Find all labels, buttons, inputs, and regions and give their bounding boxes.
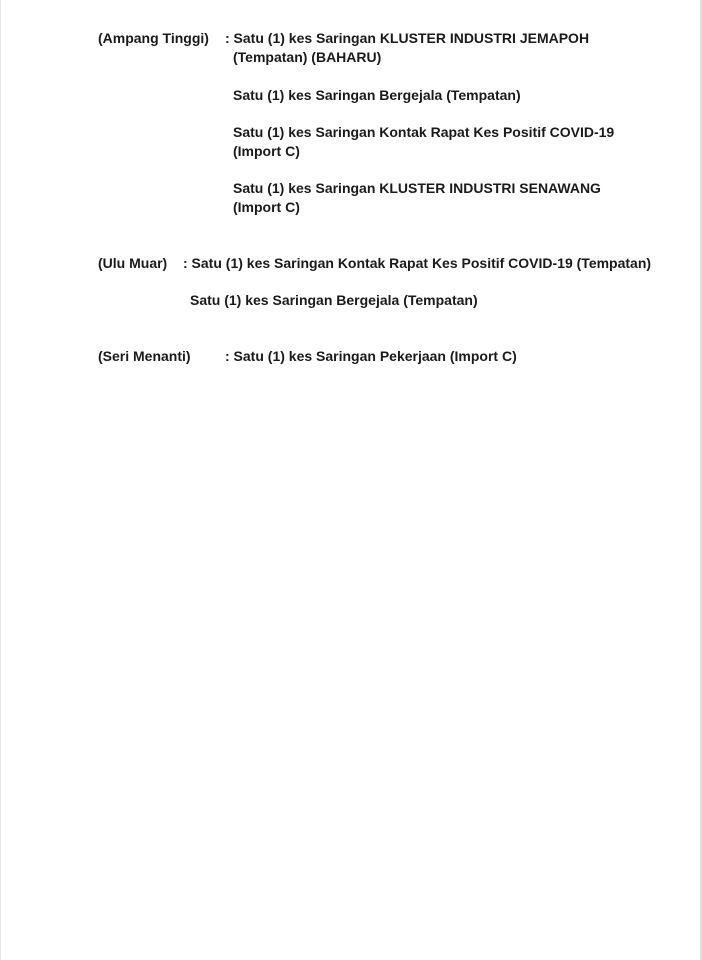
district-label-ampang-tinggi: (Ampang Tinggi) <box>98 30 209 46</box>
case-entry-line: Satu (1) kes Saringan Kontak Rapat Kes Positif COVID-19 <box>233 124 615 140</box>
case-entry-line: Satu (1) kes Saringan Bergejala (Tempatan) <box>233 87 521 103</box>
district-label-ulu-muar: (Ulu Muar) <box>98 255 168 271</box>
case-entry-line: Satu (1) kes Saringan KLUSTER INDUSTRI SENAWANG <box>233 180 601 196</box>
case-entry-line: Satu (1) kes Saringan Bergejala (Tempatan) <box>190 292 478 308</box>
case-entry-line: (Import C) <box>233 199 300 215</box>
case-entry-line: : Satu (1) kes Saringan Pekerjaan (Import C) <box>225 348 517 364</box>
case-entry-line: (Tempatan) (BAHARU) <box>233 49 382 65</box>
case-entry-line: (Import C) <box>233 143 300 159</box>
district-label-seri-menanti: (Seri Menanti) <box>98 348 191 364</box>
case-entry-line: : Satu (1) kes Saringan KLUSTER INDUSTRI JEMAPOH <box>225 30 590 46</box>
case-entry-line: : Satu (1) kes Saringan Kontak Rapat Kes Positif COVID-19 (Tempatan) <box>183 255 652 271</box>
